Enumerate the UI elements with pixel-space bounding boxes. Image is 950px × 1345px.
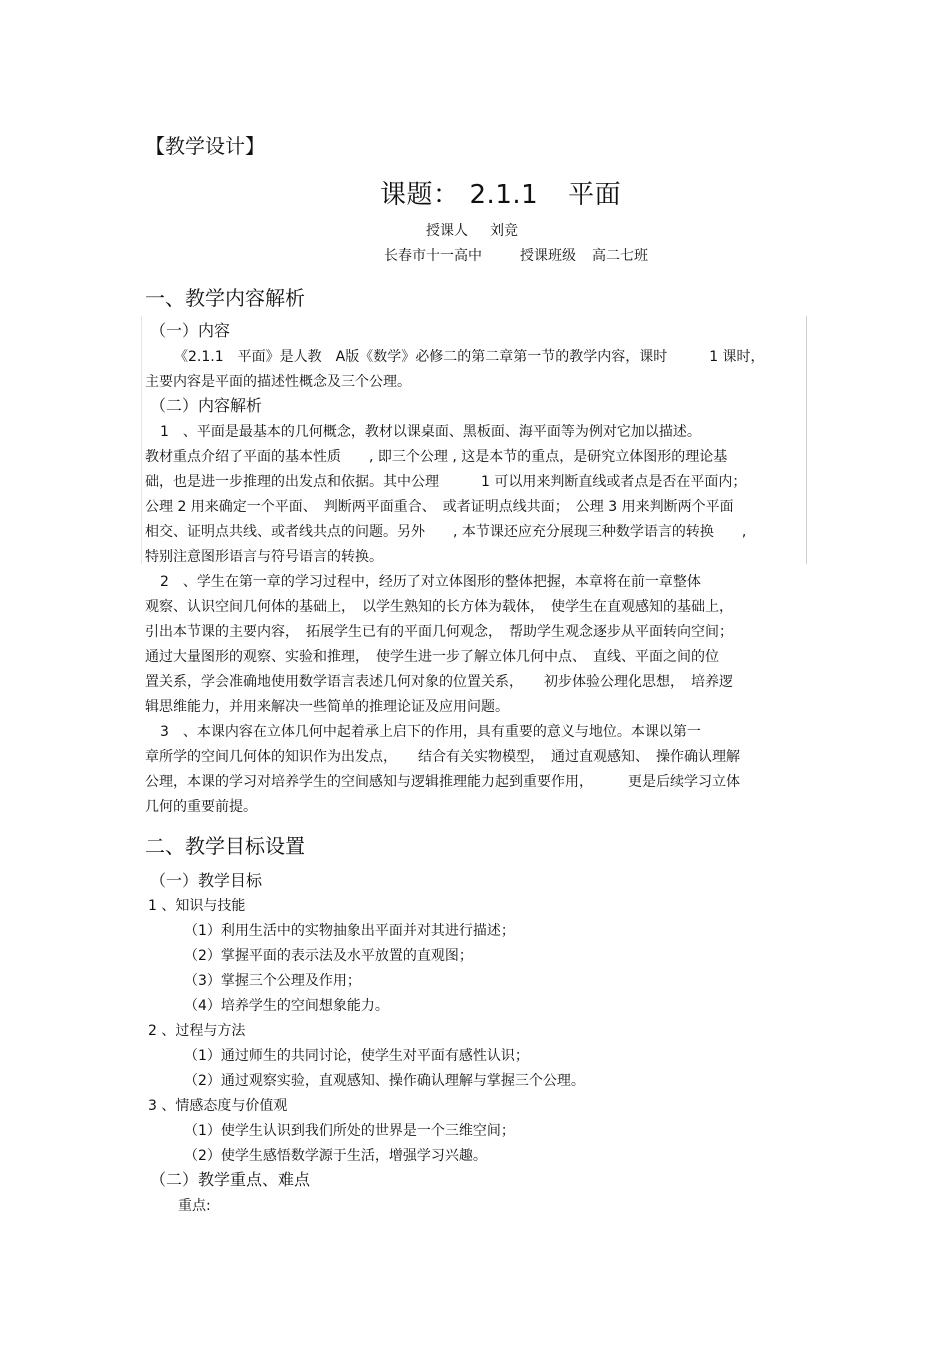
paragraph-line: 辑思维能力，并用来解决一些简单的推理论证及应用问题。 bbox=[145, 699, 509, 715]
key-points-label: 重点: bbox=[178, 1198, 211, 1214]
goal-item: （1）使学生认识到我们所处的世界是一个三维空间； bbox=[184, 1123, 515, 1139]
class-label: 授课班级 bbox=[520, 248, 576, 264]
paragraph-line: 几何的重要前提。 bbox=[145, 799, 257, 815]
paragraph-line: 相交、证明点共线、或者线共点的问题。另外 , 本节课还应充分展现三种数学语言的转换 , bbox=[145, 524, 747, 540]
paragraph-line: 础，也是进一步推理的出发点和依据。其中公理 1 可以用来判断直线或者点是否在平面内； bbox=[145, 474, 747, 490]
goal-heading-attitude: 3 、情感态度与价值观 bbox=[148, 1098, 288, 1114]
subheading-key-difficult-points: （二）教学重点、难点 bbox=[150, 1170, 311, 1189]
goal-item: （3）掌握三个公理及作用； bbox=[184, 973, 361, 989]
school-name: 长春市十一高中 bbox=[384, 248, 482, 264]
paragraph-line: 引出本节课的主要内容， 拓展学生已有的平面几何观念， 帮助学生观念逐步从平面转向空间； bbox=[145, 624, 733, 640]
teacher-label: 授课人 bbox=[426, 223, 468, 239]
goal-item: （1）通过师生的共同讨论，使学生对平面有感性认识； bbox=[184, 1048, 529, 1064]
document-tag: 【教学设计】 bbox=[145, 134, 265, 158]
goal-item: （1）利用生活中的实物抽象出平面并对其进行描述； bbox=[184, 923, 515, 939]
paragraph-line: 观察、认识空间几何体的基础上， 以学生熟知的长方体为载体， 使学生在直观感知的基础上， bbox=[145, 599, 733, 615]
paragraph-line: 公理 2 用来确定一个平面、 判断两平面重合、 或者证明点线共面； 公理 3 用来判断两个平面 bbox=[145, 499, 734, 515]
class-name: 高二七班 bbox=[592, 248, 648, 264]
teacher-line bbox=[426, 220, 518, 240]
title-prefix: 课题： bbox=[380, 180, 460, 210]
paragraph-line: 1 、平面是最基本的几何概念，教材以课桌面、黑板面、海平面等为例对它加以描述。 bbox=[160, 424, 701, 440]
goal-item: （2）使学生感悟数学源于生活，增强学习兴趣。 bbox=[184, 1148, 487, 1164]
paragraph-line: 主要内容是平面的描述性概念及三个公理。 bbox=[145, 374, 411, 390]
paragraph-line: 特别注意图形语言与符号语言的转换。 bbox=[145, 549, 383, 565]
paragraph-line: 章所学的空间几何体的知识作为出发点， 结合有关实物模型， 通过直观感知、 操作确认理解 bbox=[145, 749, 740, 765]
paragraph-line: 教材重点介绍了平面的基本性质 , 即三个公理 , 这是本节的重点，是研究立体图形的理论基 bbox=[145, 449, 728, 465]
title-name: 平面 bbox=[568, 180, 622, 210]
lesson-title bbox=[380, 174, 621, 211]
subheading-content: （一）内容 bbox=[150, 321, 231, 340]
title-number: 2.1.1 bbox=[469, 180, 539, 210]
subheading-content-analysis: （二）内容解析 bbox=[150, 396, 263, 415]
section-heading-content-analysis: 一、教学内容解析 bbox=[145, 286, 305, 310]
paragraph-line: 《2.1.1 平面》是人教 A版《数学》必修二的第二章第一节的教学内容，课时 1 课时， bbox=[174, 349, 765, 365]
paragraph-line: 通过大量图形的观察、实验和推理， 使学生进一步了解立体几何中点、 直线、平面之间的位 bbox=[145, 649, 719, 665]
section-heading-teaching-goals: 二、教学目标设置 bbox=[145, 834, 305, 858]
paragraph-line: 3 、本课内容在立体几何中起着承上启下的作用，具有重要的意义与地位。本课以第一 bbox=[160, 724, 701, 740]
class-line bbox=[384, 245, 648, 265]
goal-item: （2）掌握平面的表示法及水平放置的直观图； bbox=[184, 948, 473, 964]
paragraph-line: 公理，本课的学习对培养学生的空间感知与逻辑推理能力起到重要作用， 更是后续学习立体 bbox=[145, 774, 740, 790]
subheading-teaching-goals: （一）教学目标 bbox=[150, 871, 263, 890]
content-box-right-border bbox=[806, 316, 807, 564]
content-box-left-border bbox=[141, 316, 142, 564]
goal-heading-process: 2 、过程与方法 bbox=[148, 1023, 246, 1039]
teacher-name: 刘竞 bbox=[490, 223, 518, 239]
goal-item: （4）培养学生的空间想象能力。 bbox=[184, 998, 389, 1014]
paragraph-line: 置关系，学会准确地使用数学语言表述几何对象的位置关系， 初步体验公理化思想， 培养逻 bbox=[145, 674, 733, 690]
paragraph-line: 2 、学生在第一章的学习过程中，经历了对立体图形的整体把握，本章将在前一章整体 bbox=[160, 574, 701, 590]
goal-heading-knowledge: 1 、知识与技能 bbox=[148, 898, 246, 914]
goal-item: （2）通过观察实验，直观感知、操作确认理解与掌握三个公理。 bbox=[184, 1073, 585, 1089]
